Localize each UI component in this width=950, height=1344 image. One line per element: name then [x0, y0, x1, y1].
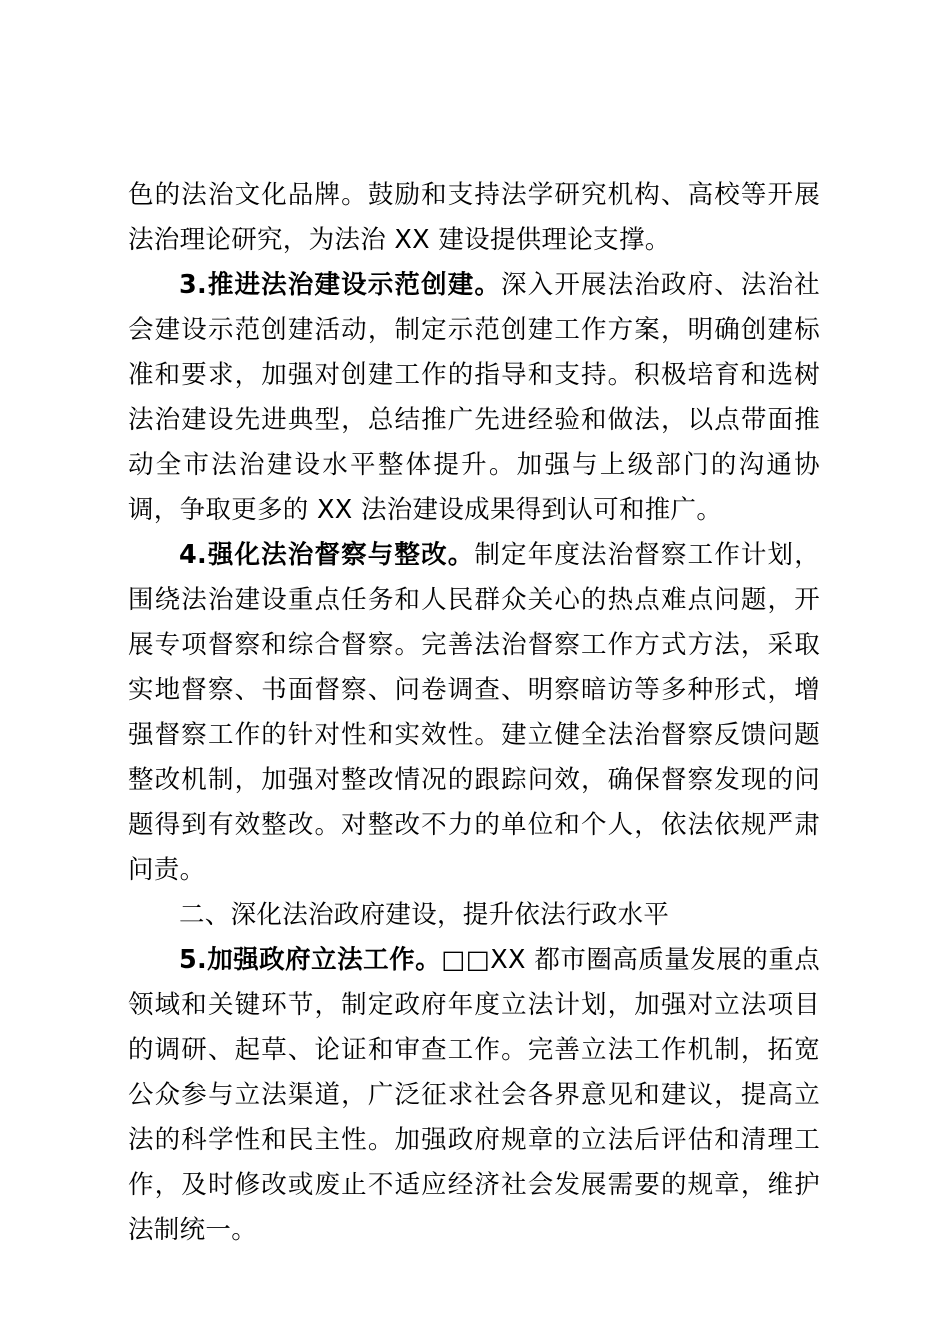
paragraph-text: □□XX 都市圈高质量发展的重点领域和关键环节，制定政府年度立法计划，加强对立法项目的调研、起草、论证和审查工作。完善立法工作机制，拓宽公众参与立法渠道，广泛征求社会各界意见和建议，提高立法的科学性和民主性。加强政府规章的立法后评估和清理工作，及时修改或废止不适应经济社会发展需要的规章，维护法制统一。	[128, 945, 821, 1245]
paragraph-item-4	[128, 533, 820, 893]
paragraph-item-5	[128, 938, 820, 1253]
paragraph-title: 5.加强政府立法工作。	[179, 945, 442, 975]
paragraph-text: 制定年度法治督察工作计划，围绕法治建设重点任务和人民群众关心的热点难点问题，开展专项督察和综合督察。完善法治督察工作方式方法，采取实地督察、书面督察、问卷调查、明察暗访等多种形式，增强督察工作的针对性和实效性。建立健全法治督察反馈问题整改机制，加强对整改情况的跟踪问效，确保督察发现的问题得到有效整改。对整改不力的单位和个人，依法依规严肃问责。	[128, 540, 820, 885]
paragraph-text: 深入开展法治政府、法治社会建设示范创建活动，制定示范创建工作方案，明确创建标准和要求，加强对创建工作的指导和支持。积极培育和选树法治建设先进典型，总结推广先进经验和做法，以点带面推动全市法治建设水平整体提升。加强与上级部门的沟通协调，争取更多的 XX 法治建设成果得到认可和推广。	[128, 270, 820, 525]
paragraph-text: 色的法治文化品牌。鼓励和支持法学研究机构、高校等开展法治理论研究，为法治 XX 建设提供理论支撑。	[128, 180, 820, 255]
section-heading: 二、深化法治政府建设，提升依法行政水平	[179, 900, 670, 930]
paragraph-title: 4.强化法治督察与整改。	[179, 540, 475, 570]
document-page	[128, 173, 820, 1253]
paragraph-title: 3.推进法治建设示范创建。	[179, 270, 502, 300]
paragraph-continuation	[128, 173, 820, 263]
paragraph-item-3	[128, 263, 820, 533]
